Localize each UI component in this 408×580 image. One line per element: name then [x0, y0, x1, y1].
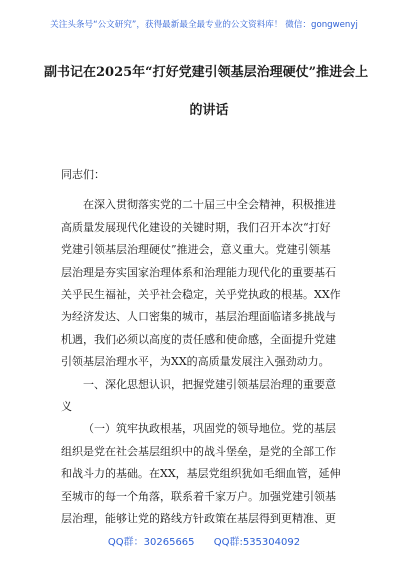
footer-qq-group-2: QQ群:535304092 [213, 537, 301, 548]
body-line: （一）筑牢执政根基，巩固党的领导地位。党的基层 [83, 422, 336, 436]
title-line-2: 的讲话 [189, 103, 229, 118]
title-line-1: 副书记在2025年“打好党建引领基层治理硬仗”推进会上 [44, 65, 369, 80]
body-line: 和战斗力的基础。在XX，基层党组织犹如毛细血管，延伸 [61, 467, 341, 481]
body-line: 层治理，能够让党的路线方针政策在基层得到更精准、更 [61, 512, 336, 526]
section-heading-line: 一、深化思想认识，把握党建引领基层治理的重要意 [83, 377, 336, 391]
section-heading-line: 义 [61, 400, 72, 414]
body-line: 关乎民生福祉，关乎社会稳定，关乎党执政的根基。XX作 [61, 288, 341, 302]
salutation: 同志们： [61, 168, 105, 181]
body-line: 机遇，我们必须以高度的责任感和使命感，全面提升党建 [61, 332, 336, 346]
body-line: 组织是党在社会基层组织中的战斗堡垒，是党的全部工作 [61, 444, 336, 458]
body-line: 高质量发展现代化建设的关键时期，我们召开本次“打好 [61, 220, 331, 234]
body-line: 党建引领基层治理硬仗”推进会，意义重大。党建引领基 [61, 243, 331, 257]
document-title [44, 66, 374, 117]
body-line: 在深入贯彻落实党的二十届三中全会精神，积极推进 [83, 198, 336, 212]
body-line: 引领基层治理水平，为XX的高质量发展注入强劲动力。 [61, 355, 330, 369]
footer-qq-group-1: QQ群：30265665 [107, 537, 195, 548]
body-line: 层治理是夯实国家治理体系和治理能力现代化的重要基石 [61, 265, 336, 279]
footer-contact [0, 533, 408, 548]
document-body [61, 164, 361, 531]
body-line: 为经济发达、人口密集的城市，基层治理面临诸多挑战与 [61, 310, 336, 324]
body-line: 至城市的每一个角落，联系着千家万户。加强党建引领基 [61, 489, 336, 503]
header-banner: 关注头条号“公文研究”，获得最新最全最专业的公文资料库！ 微信：gongwenyj [50, 20, 358, 30]
